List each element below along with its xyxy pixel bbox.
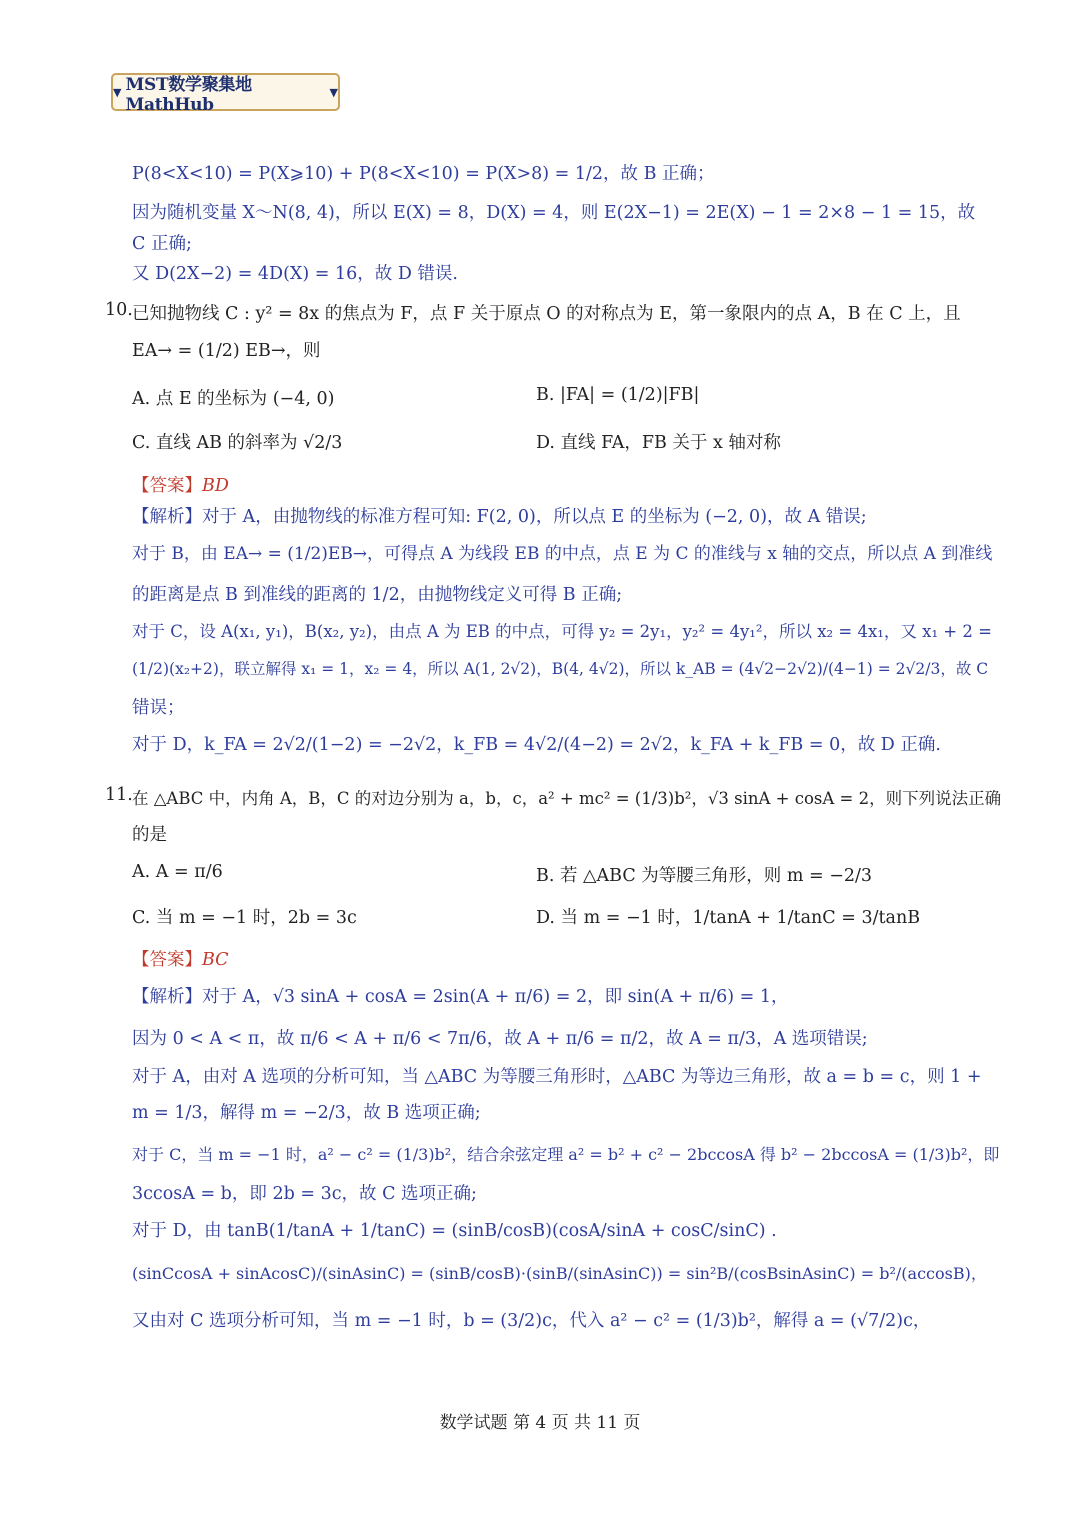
analysis-line: 错误； (132, 698, 185, 718)
analysis-label: 【解析】 (132, 507, 202, 527)
answer-label: 【答案】 (132, 950, 202, 970)
analysis-line (132, 503, 1002, 528)
answer-line (132, 946, 1002, 971)
q9-solution-line: P(8<X<10) = P(X⩾10) + P(8<X<10) = P(X>8) = 1/2，故 B 正确； (132, 164, 715, 184)
logo-text: MST数学聚集地MathHub (125, 74, 252, 115)
triangle-down-icon: ▼ (329, 85, 338, 99)
answer-value: BD (202, 476, 229, 496)
option-c: C. 当 m = −1 时，2b = 3c (132, 908, 357, 928)
analysis-line: (sinCcosA + sinAcosC)/(sinAsinC) = (sinB/cosB)·(sinB/(sinAsinC)) = sin²B/(cosBsinAsinC) = b²/(accosB)， (132, 1264, 987, 1283)
analysis-line: 3ccosA = b，即 2b = 3c，故 C 选项正确; (132, 1184, 477, 1204)
page-footer: 数学试题 第 4 页 共 11 页 (439, 1413, 641, 1433)
analysis-line: 对于 C，当 m = −1 时，a² − c² = (1/3)b²，结合余弦定理 a² = b² + c² − 2bccosA 得 b² − 2bccosA = (1/3)b²，即 (132, 1145, 1000, 1164)
analysis-line: 的距离是点 B 到准线的距离的 1/2，由抛物线定义可得 B 正确; (132, 585, 623, 605)
analysis-line: (1/2)(x₂+2)，联立解得 x₁ = 1，x₂ = 4，所以 A(1, 2√2)，B(4, 4√2)，所以 k_AB = (4√2−2√2)/(4−1) = 2√2/3，故 C (132, 660, 989, 678)
option-c: C. 直线 AB 的斜率为 √2/3 (132, 433, 343, 453)
analysis-line: 又由对 C 选项分析可知，当 m = −1 时，b = (3/2)c，代入 a² − c² = (1/3)b²，解得 a = (√7/2)c， (132, 1311, 931, 1331)
analysis-line: 对于 A，由对 A 选项的分析可知，当 △ABC 为等腰三角形时，△ABC 为等边三角形，故 a = b = c，则 1 + (132, 1067, 982, 1087)
question-stem: 已知抛物线 C : y² = 8x 的焦点为 F，点 F 关于原点 O 的对称点为 E，第一象限内的点 A，B 在 C 上，且 (132, 304, 961, 324)
question-stem: 的是 (132, 825, 167, 845)
option-d: D. 当 m = −1 时，1/tanA + 1/tanC = 3/tanB (536, 908, 921, 928)
analysis-line: m = 1/3，解得 m = −2/3，故 B 选项正确; (132, 1103, 481, 1123)
option-a: A. A = π/6 (132, 862, 223, 882)
analysis-line: 对于 D，k_FA = 2√2/(1−2) = −2√2，k_FB = 4√2/(4−2) = 2√2，k_FA + k_FB = 0，故 D 正确. (132, 735, 941, 755)
q9-solution-line: 又 D(2X−2) = 4D(X) = 16，故 D 错误. (132, 264, 458, 284)
analysis-line: 因为 0 < A < π，故 π/6 < A + π/6 < 7π/6，故 A + π/6 = π/2，故 A = π/3，A 选项错误; (132, 1029, 868, 1049)
option-d: D. 直线 FA，FB 关于 x 轴对称 (536, 433, 781, 453)
q9-solution-line: 因为随机变量 X～N(8, 4)，所以 E(X) = 8，D(X) = 4，则 E(2X−1) = 2E(X) − 1 = 2×8 − 1 = 15，故 (132, 203, 976, 223)
answer-value: BC (202, 950, 229, 970)
question-number: 11. (105, 785, 133, 805)
question-stem: 在 △ABC 中，内角 A，B，C 的对边分别为 a，b，c，a² + mc² = (1/3)b²，√3 sinA + cosA = 2，则下列说法正确 (132, 789, 1002, 808)
question-number: 10. (105, 300, 133, 320)
question-stem: EA→ = (1/2) EB→，则 (132, 341, 321, 361)
analysis-line (132, 983, 1002, 1008)
option-a: A. 点 E 的坐标为 (−4, 0) (132, 389, 335, 409)
q9-solution-line: C 正确; (132, 234, 192, 254)
analysis-text: 对于 A，由抛物线的标准方程可知: F(2, 0)，所以点 E 的坐标为 (−2, 0)，故 A 错误; (202, 507, 867, 527)
analysis-label: 【解析】 (132, 987, 202, 1007)
answer-line (132, 472, 1002, 497)
analysis-text: 对于 A，√3 sinA + cosA = 2sin(A + π/6) = 2，即 sin(A + π/6) = 1， (202, 987, 789, 1007)
analysis-line: 对于 D，由 tanB(1/tanA + 1/tanC) = (sinB/cosB)(cosA/sinA + cosC/sinC) . (132, 1221, 777, 1241)
triangle-down-icon: ▼ (113, 85, 122, 99)
answer-label: 【答案】 (132, 476, 202, 496)
option-b: B. 若 △ABC 为等腰三角形，则 m = −2/3 (536, 866, 873, 886)
analysis-line: 对于 B，由 EA→ = (1/2)EB→，可得点 A 为线段 EB 的中点，点 E 为 C 的准线与 x 轴的交点，所以点 A 到准线 (132, 544, 993, 564)
option-b: B. |FA| = (1/2)|FB| (536, 385, 700, 405)
analysis-line: 对于 C，设 A(x₁, y₁)，B(x₂, y₂)，由点 A 为 EB 的中点，可得 y₂ = 2y₁，y₂² = 4y₁²，所以 x₂ = 4x₁，又 x₁ + 2 = (132, 622, 992, 641)
logo-badge (111, 73, 340, 115)
